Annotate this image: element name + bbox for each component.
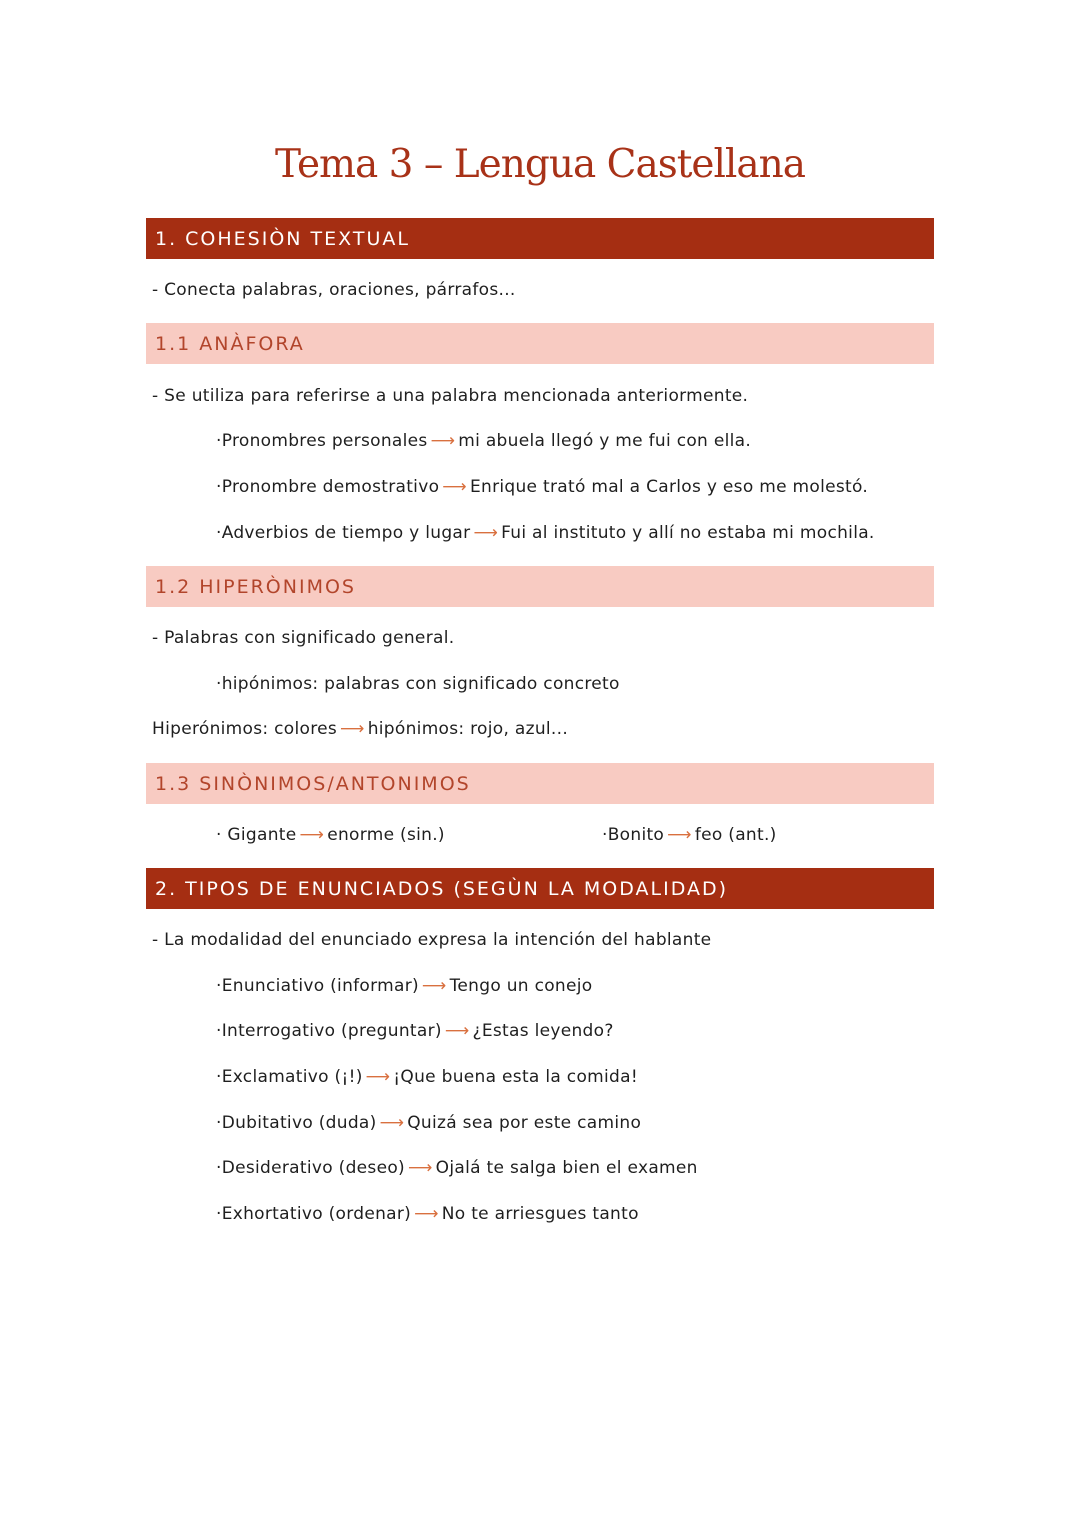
antonimo-example xyxy=(602,825,777,845)
arrow-icon: ⟶ xyxy=(444,1021,470,1041)
list-item xyxy=(216,1067,638,1087)
arrow-icon: ⟶ xyxy=(667,825,692,845)
example-value: hipónimos: rojo, azul... xyxy=(367,719,569,739)
sinonimo-example xyxy=(216,825,445,845)
item-example: Tengo un conejo xyxy=(449,976,593,996)
example-value: enorme (sin.) xyxy=(327,825,445,845)
item-example: Quizá sea por este camino xyxy=(407,1113,642,1133)
example-term: Hiperónimos: colores xyxy=(152,719,338,739)
item-term: ·Pronombre demostrativo xyxy=(216,477,440,497)
section-heading-anafora: 1.1 ANÀFORA xyxy=(146,323,934,364)
arrow-icon: ⟶ xyxy=(379,1113,405,1133)
item-term: ·Dubitativo (duda) xyxy=(216,1113,377,1133)
list-item xyxy=(216,1204,639,1224)
list-item xyxy=(216,477,868,497)
item-example: Enrique trató mal a Carlos y eso me molestó. xyxy=(469,477,869,497)
section-heading-hiperonimos: 1.2 HIPERÒNIMOS xyxy=(146,566,934,607)
list-item xyxy=(216,976,592,996)
arrow-icon: ⟶ xyxy=(299,825,325,845)
item-term: ·Desiderativo (deseo) xyxy=(216,1158,405,1178)
list-item xyxy=(216,1021,614,1041)
item-term: ·Enunciativo (informar) xyxy=(216,976,419,996)
example-term: ·Bonito xyxy=(602,825,665,845)
hiponimos-definition: ·hipónimos: palabras con significado concreto xyxy=(216,674,620,694)
list-item xyxy=(216,431,751,451)
arrow-icon: ⟶ xyxy=(473,523,499,543)
item-example: Ojalá te salga bien el examen xyxy=(435,1158,698,1178)
list-item xyxy=(216,1113,641,1133)
list-item xyxy=(216,1158,698,1178)
hiperonimos-example xyxy=(152,719,568,739)
section-heading-sinonimos: 1.3 SINÒNIMOS/ANTONIMOS xyxy=(146,763,934,804)
item-example: ¿Estas leyendo? xyxy=(472,1021,614,1041)
item-example: Fui al instituto y allí no estaba mi mochila. xyxy=(501,523,875,543)
item-term: ·Adverbios de tiempo y lugar xyxy=(216,523,471,543)
item-term: ·Exhortativo (ordenar) xyxy=(216,1204,412,1224)
item-term: ·Pronombres personales xyxy=(216,431,428,451)
item-example: No te arriesgues tanto xyxy=(441,1204,639,1224)
section-heading-cohesion: 1. COHESIÒN TEXTUAL xyxy=(146,218,934,259)
example-value: feo (ant.) xyxy=(694,825,777,845)
arrow-icon: ⟶ xyxy=(407,1158,433,1178)
item-term: ·Interrogativo (preguntar) xyxy=(216,1021,442,1041)
section-heading-enunciados: 2. TIPOS DE ENUNCIADOS (SEGÙN LA MODALIDAD) xyxy=(146,868,934,909)
enunciados-intro: - La modalidad del enunciado expresa la intención del hablante xyxy=(152,930,712,950)
item-example: ¡Que buena esta la comida! xyxy=(393,1067,638,1087)
arrow-icon: ⟶ xyxy=(421,976,447,996)
arrow-icon: ⟶ xyxy=(414,1204,439,1224)
list-item xyxy=(216,523,875,543)
item-term: ·Exclamativo (¡!) xyxy=(216,1067,363,1087)
arrow-icon: ⟶ xyxy=(340,719,365,739)
cohesion-intro: - Conecta palabras, oraciones, párrafos... xyxy=(152,280,516,300)
example-term: · Gigante xyxy=(216,825,297,845)
item-example: mi abuela llegó y me fui con ella. xyxy=(458,431,752,451)
arrow-icon: ⟶ xyxy=(365,1067,391,1087)
arrow-icon: ⟶ xyxy=(442,477,467,497)
page-title: Tema 3 – Lengua Castellana xyxy=(274,142,806,187)
anafora-intro: - Se utiliza para referirse a una palabra mencionada anteriormente. xyxy=(152,386,749,406)
hiperonimos-intro: - Palabras con significado general. xyxy=(152,628,455,648)
arrow-icon: ⟶ xyxy=(430,431,456,451)
